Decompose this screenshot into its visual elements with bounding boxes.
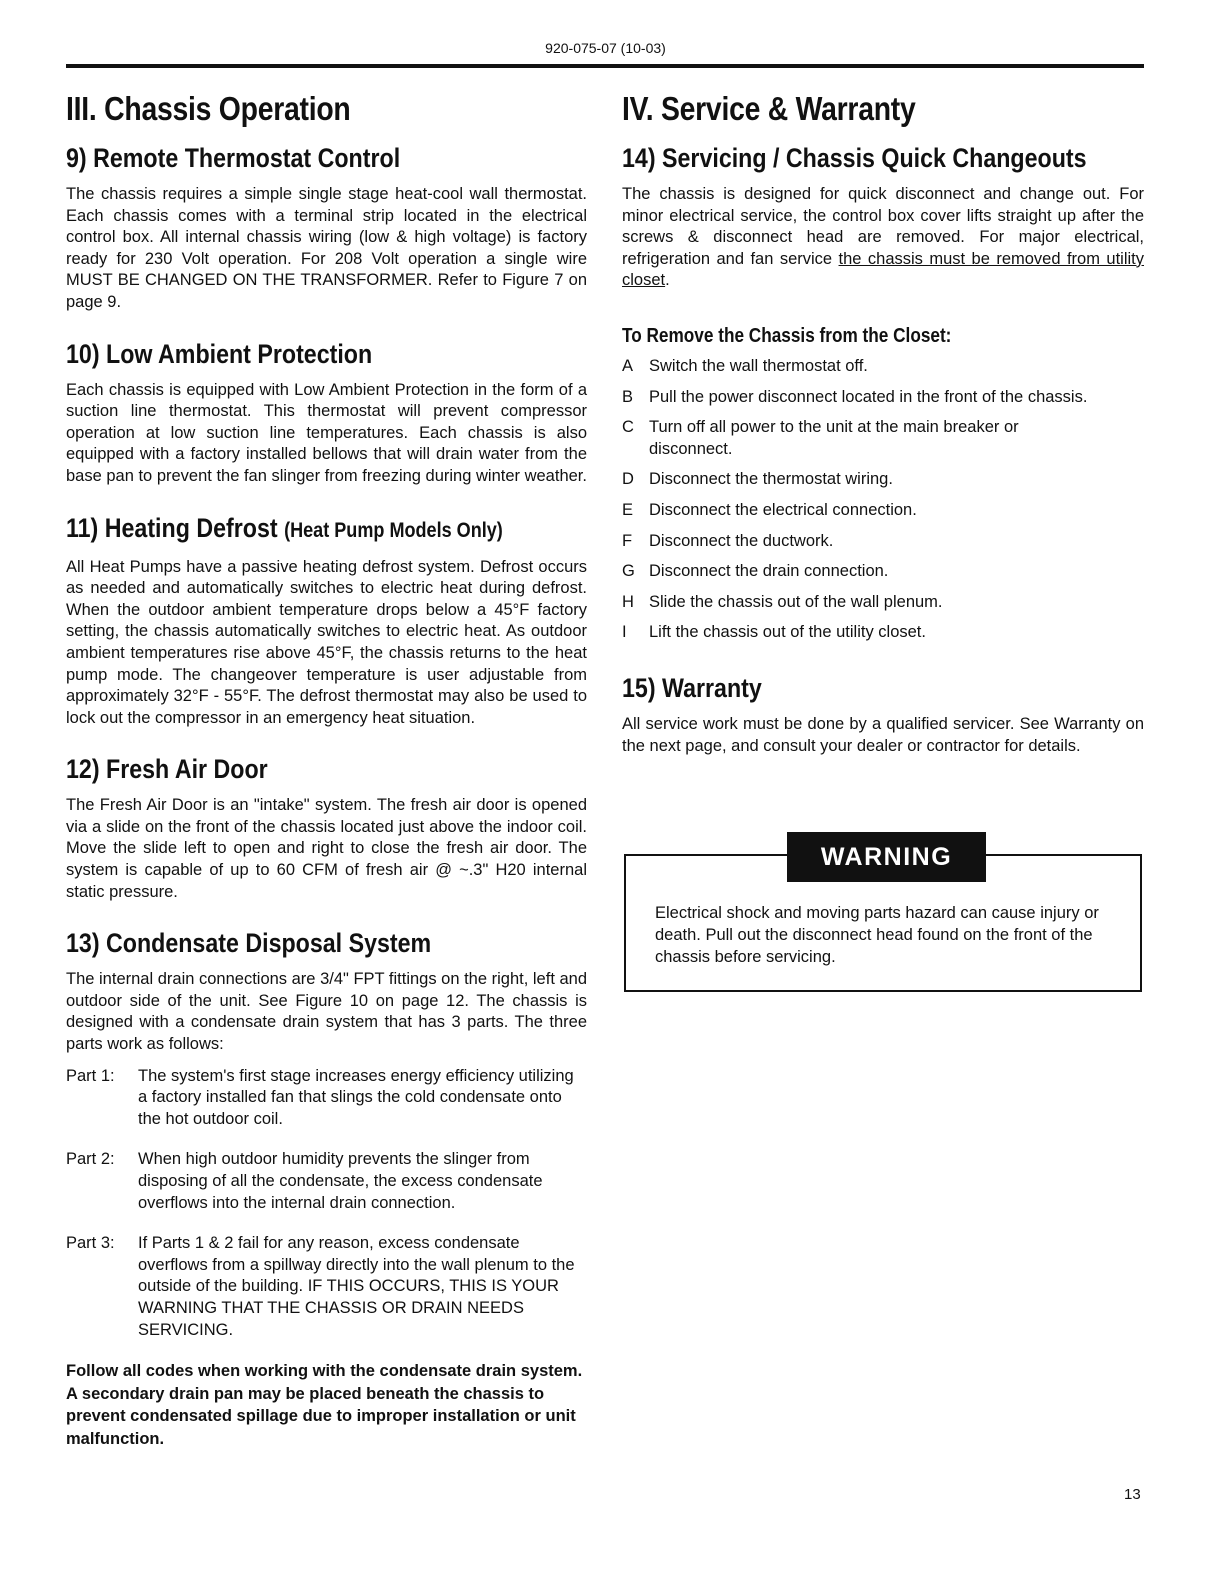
step-letter: D: [622, 470, 634, 489]
step-text: Disconnect the drain connection.: [649, 562, 889, 581]
part-label: Part 3:: [66, 1234, 115, 1253]
section-servicing: [622, 140, 1144, 292]
section-warranty: [622, 670, 1144, 757]
step-letter: E: [622, 500, 634, 519]
chapter-title-chassis-operation: III. Chassis Operation: [66, 90, 351, 127]
section-remove-chassis: [622, 322, 1144, 644]
part-label: Part 1:: [66, 1066, 115, 1085]
part-item: [66, 1066, 587, 1131]
removal-steps: [622, 356, 1144, 644]
right-column: [622, 86, 1144, 779]
warning-label: WARNING: [787, 832, 986, 882]
step-text: Disconnect the electrical connection.: [649, 500, 917, 519]
heading-main: 11) Heating Defrost: [66, 512, 278, 543]
step-text: Disconnect the thermostat wiring.: [649, 470, 893, 489]
servicing-text-end: .: [665, 271, 670, 290]
section-low-ambient: [66, 336, 587, 488]
section-body: The chassis requires a simple single stage heat-cool wall thermostat. Each chassis comes with a terminal strip located in the electrical control box. All internal chassis wiring (low & high voltage) is factory ready for 230 Volt operation. For 208 Volt operation a single wire MUST BE CHANGED ON THE TRANSFORMER. Refer to Figure 7 on page 9.: [66, 185, 587, 311]
chapter-title-service-warranty: IV. Service & Warranty: [622, 90, 916, 127]
section-fresh-air-door: [66, 751, 587, 903]
step-text: Slide the chassis out of the wall plenum.: [649, 592, 943, 611]
list-item: [622, 561, 1144, 583]
servicing-text: The chassis is designed for quick disconnect and change out. For minor electrical service, the control box cover lifts straight up after the screws & disconnect head are removed. For major electrical, refrigeration and fan service: [622, 185, 1144, 268]
step-letter: A: [622, 356, 634, 375]
warning-text: Electrical shock and moving parts hazard can cause injury or death. Pull out the disconnect head found on the front of the chassis before servicing.: [655, 904, 1099, 966]
heading-qualifier: (Heat Pump Models Only): [284, 518, 503, 542]
step-text: Switch the wall thermostat off.: [649, 356, 868, 375]
part-text: The system's first stage increases energy efficiency utilizing a factory installed fan that slings the cold condensate onto the hot outdoor coil.: [138, 1066, 574, 1128]
section-body: [622, 184, 1144, 292]
servicing-underlined-text: the chassis must be removed from utility closet: [622, 249, 1144, 290]
section-body: All Heat Pumps have a passive heating defrost system. Defrost occurs as needed and automatically switches to electric heat during defrost. When the outdoor ambient temperature drops below a 45°F factory setting, the chassis automatically switches to electric heat. As outdoor ambient temperatures rise above 45°F, the chassis returns to the heat pump mode. The changeover temperature is user adjustable from approximately 32°F - 55°F. The defrost thermostat may also be used to lock out the compressor in an emergency heat situation.: [66, 557, 587, 727]
document-number: 920-075-07 (10-03): [545, 40, 666, 56]
step-letter: F: [622, 531, 633, 550]
list-item: [622, 592, 1144, 614]
part-label: Part 2:: [66, 1150, 115, 1169]
list-item: [622, 531, 1144, 553]
section-heating-defrost: [66, 510, 587, 730]
section-heading: [66, 510, 514, 549]
section-heading: 10) Low Ambient Protection: [66, 338, 373, 369]
list-item: [622, 469, 1144, 491]
page-number: 13: [1124, 1486, 1141, 1503]
section-heading: 15) Warranty: [622, 672, 762, 703]
section-heading: 9) Remote Thermostat Control: [66, 143, 401, 173]
header-rule: [66, 64, 1144, 68]
step-text: Pull the power disconnect located in the front of the chassis.: [649, 387, 1088, 406]
list-item: [622, 356, 1144, 378]
section-body: The Fresh Air Door is an "intake" system. The fresh air door is opened via a slide on the front of the chassis located just above the indoor coil. Move the slide left to open and right to close the fresh air door. The system is capable of up to 60 CFM of fresh air @ ~.3" H20 internal static pressure.: [66, 796, 587, 901]
step-text: Lift the chassis out of the utility closet.: [649, 623, 926, 642]
part-item: [66, 1233, 587, 1341]
section-heading: 13) Condensate Disposal System: [66, 928, 432, 959]
step-text: Turn off all power to the unit at the main breaker or disconnect.: [649, 418, 1019, 458]
left-column: [66, 86, 587, 1450]
section-body: All service work must be done by a qualified servicer. See Warranty on the next page, and consult your dealer or contractor for details.: [622, 714, 1144, 755]
list-item: [622, 387, 1144, 409]
list-item: [622, 417, 1144, 460]
section-heading: 14) Servicing / Chassis Quick Changeouts: [622, 143, 1087, 173]
list-item: [622, 622, 1144, 644]
section-heading: 12) Fresh Air Door: [66, 754, 268, 785]
step-letter: C: [622, 418, 634, 437]
step-letter: H: [622, 592, 634, 611]
condensate-note: Follow all codes when working with the condensate drain system. A secondary drain pan may be placed beneath the chassis to prevent condensated spillage due to improper installation or unit malfunction.: [66, 1362, 583, 1448]
parts-list: [66, 1066, 587, 1342]
section-body: The internal drain connections are 3/4" FPT fittings on the right, left and outdoor side of the unit. See Figure 10 on page 12. The chassis is designed with a condensate drain system that has 3 parts. The three parts work as follows:: [66, 970, 588, 1054]
subsection-heading: To Remove the Chassis from the Closet:: [622, 324, 952, 347]
list-item: [622, 500, 1144, 522]
section-remote-thermostat: [66, 140, 587, 314]
step-text: Disconnect the ductwork.: [649, 531, 834, 550]
part-item: [66, 1149, 587, 1214]
section-condensate-disposal: [66, 925, 587, 1450]
part-text: If Parts 1 & 2 fail for any reason, excess condensate overflows from a spillway directly into the wall plenum to the outside of the building. IF THIS OCCURS, THIS IS YOUR WARNING THAT THE CHASSIS OR DRAIN NEEDS SERVICING.: [138, 1234, 575, 1339]
step-letter: G: [622, 562, 635, 581]
part-text: When high outdoor humidity prevents the slinger from disposing of all the condensate, the excess condensate overflows into the internal drain connection.: [138, 1150, 543, 1212]
step-letter: I: [622, 623, 627, 642]
section-body: Each chassis is equipped with Low Ambient Protection in the form of a suction line thermostat. This thermostat will prevent compressor operation at low suction line temperatures. Each chassis is also equipped with a factory installed bellows that will drain water from the base pan to prevent the fan slinger from freezing during winter weather.: [66, 380, 587, 485]
step-letter: B: [622, 387, 634, 406]
